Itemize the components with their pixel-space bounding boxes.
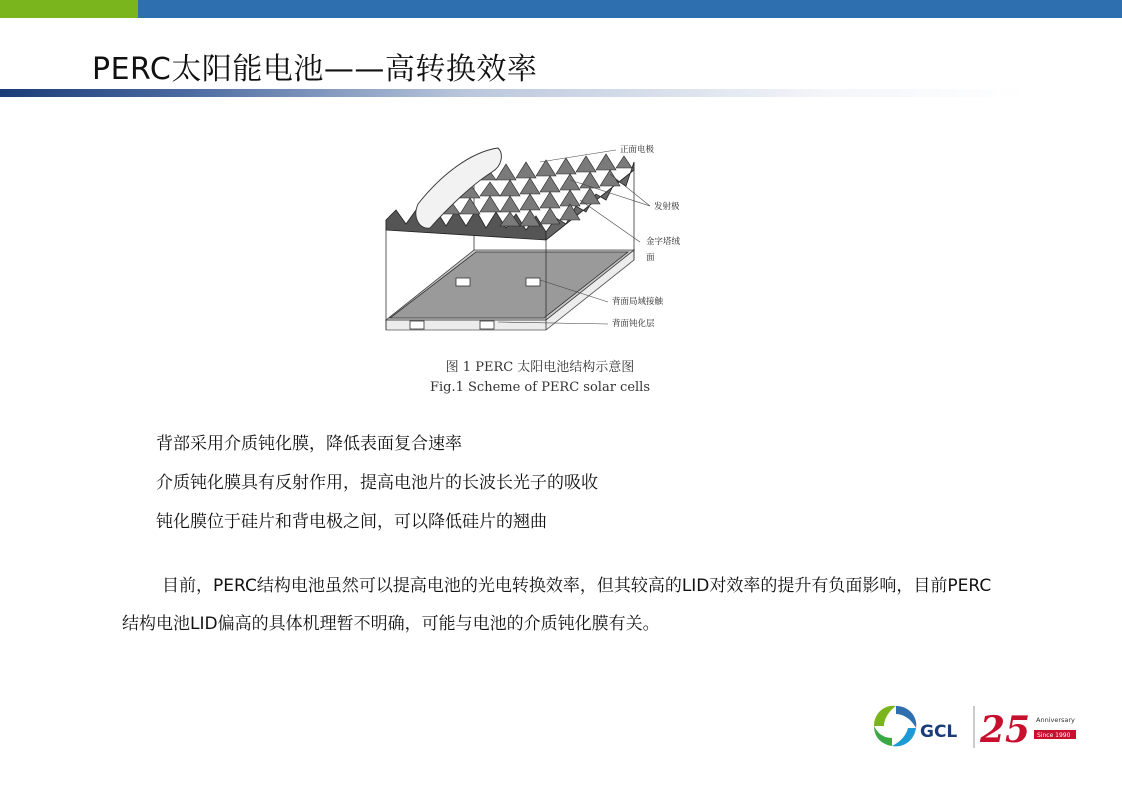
gcl-emblem-icon xyxy=(874,706,916,747)
top-bar-blue xyxy=(138,0,1122,18)
label-pyramid-line2: 面 xyxy=(646,253,655,263)
label-emitter: 发射极 xyxy=(654,202,680,212)
bullet-item: 钝化膜位于硅片和背电极之间，可以降低硅片的翘曲 xyxy=(156,512,547,532)
figure-caption-cn: 图 1 PERC 太阳电池结构示意图 xyxy=(445,360,635,375)
label-pyramid-line1: 金字塔绒 xyxy=(646,237,681,247)
title-underline xyxy=(0,89,1030,97)
anniversary-word: Anniversary xyxy=(1036,716,1075,724)
label-front-electrode: 正面电极 xyxy=(620,145,655,155)
bullet-item: 介质钝化膜具有反射作用，提高电池片的长波长光子的吸收 xyxy=(156,473,598,493)
body-paragraph xyxy=(122,567,1002,643)
figure-caption-en: Fig.1 Scheme of PERC solar cells xyxy=(429,380,651,395)
top-bar-green xyxy=(0,0,138,18)
slide-title: PERC太阳能电池——高转换效率 xyxy=(92,52,538,87)
label-rear-passivation: 背面钝化层 xyxy=(612,319,655,329)
bullet-item: 背部采用介质钝化膜，降低表面复合速率 xyxy=(156,434,462,454)
gcl-wordmark: GCL xyxy=(920,722,958,742)
bullet-list xyxy=(156,425,598,542)
gcl-25-anniversary-logo xyxy=(870,700,1080,752)
label-rear-local-contact: 背面局域接触 xyxy=(612,297,664,307)
since-year: Since 1990 xyxy=(1037,732,1071,739)
perc-structure-diagram xyxy=(380,140,700,350)
anniversary-number: 25 xyxy=(980,709,1031,751)
body-paragraph-text: 目前，PERC结构电池虽然可以提高电池的光电转换效率，但其较高的LID对效率的提升有负面影响，目前PERC结构电池LID偏高的具体机理暂不明确，可能与电池的介质钝化膜有关。 xyxy=(122,576,992,634)
